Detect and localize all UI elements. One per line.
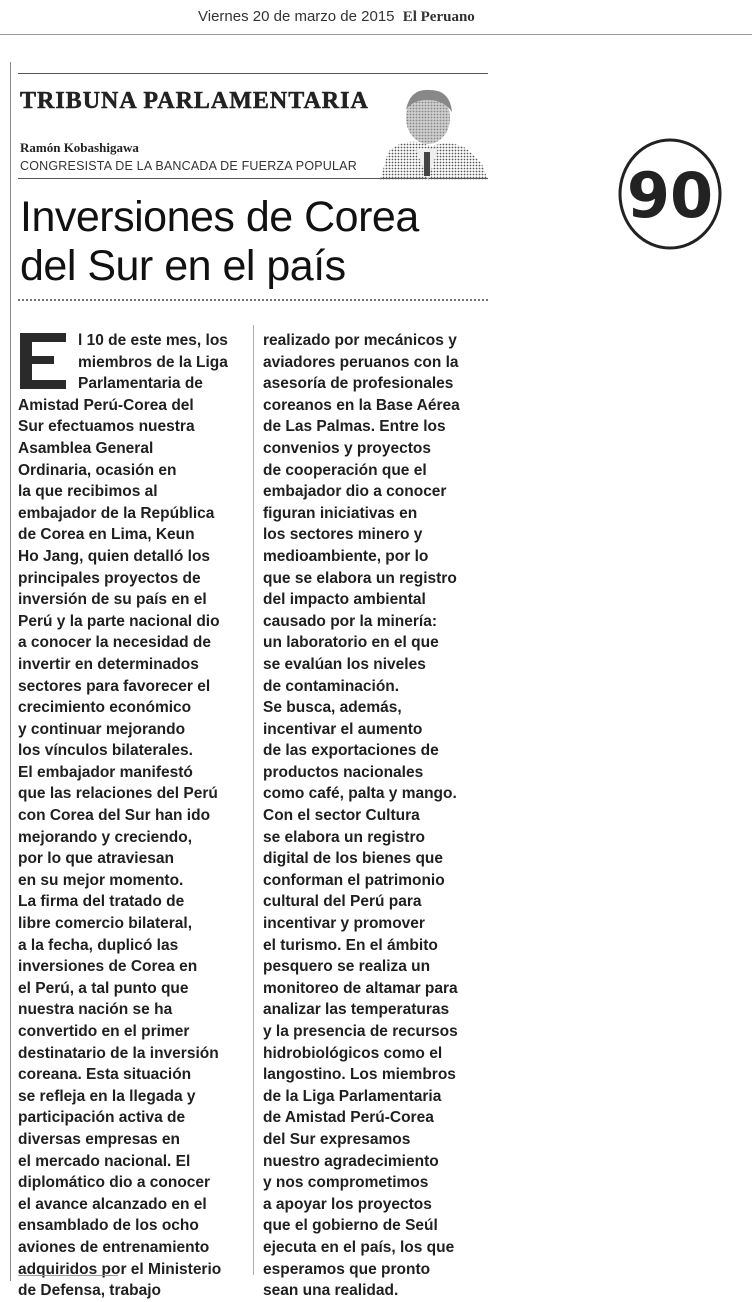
article-line: se elabora un registro: [263, 828, 425, 846]
top-rule: [0, 34, 752, 35]
dateline-date: Viernes 20 de marzo de 2015: [198, 8, 395, 25]
article-line: a la fecha, duplicó las: [18, 936, 179, 954]
article-line: convertido en el primer: [18, 1023, 190, 1040]
article-line: Parlamentaria de: [78, 375, 203, 393]
article-line: la que recibimos al: [18, 483, 158, 501]
article-line: por lo que atraviesan: [18, 850, 174, 868]
article-line: medioambiente, por lo: [263, 547, 429, 565]
article-line: con Corea del Sur han ido: [18, 807, 211, 825]
article-line: nuestro agradecimiento: [263, 1152, 439, 1170]
article-line: como café, palta y mango.: [263, 785, 457, 803]
article-line: coreana. Esta situación: [18, 1066, 192, 1084]
article-column-right: [263, 330, 489, 1302]
article-line: embajador de la República: [18, 504, 215, 522]
article-line: del impacto ambiental: [263, 591, 426, 609]
article-line: el turismo. En el ámbito: [263, 936, 438, 954]
article-line: que el gobierno de Seúl: [263, 1217, 438, 1235]
article-line: participación activa de: [18, 1109, 186, 1127]
article-line: diversas empresas en: [18, 1130, 180, 1148]
article-line: inversiones de Corea en: [18, 958, 198, 976]
author-portrait: [370, 80, 490, 180]
article-line: de las exportaciones de: [263, 742, 439, 760]
article-line: invertir en determinados: [18, 655, 199, 673]
article-line: adquiridos por el Ministerio: [18, 1260, 222, 1278]
page-number-text: 90: [626, 159, 714, 232]
article-line: ensamblado de los ocho: [18, 1217, 199, 1235]
article-line: a conocer la necesidad de: [18, 634, 211, 652]
handwritten-page-number: [615, 135, 725, 253]
article-line: crecimiento económico: [18, 699, 192, 717]
article-line: Con el sector Cultura: [263, 807, 420, 825]
author-role: CONGRESISTA DE LA BANCADA DE FUERZA POPULAR: [20, 159, 357, 173]
article-line: los vínculos bilaterales.: [18, 742, 193, 760]
article-line: Se busca, además,: [263, 699, 402, 717]
headline-line-1: Inversiones de Corea: [20, 193, 419, 241]
article-line: analizar las temperaturas: [263, 1001, 450, 1019]
header-rule: [18, 73, 488, 74]
article-line: La firma del tratado de: [18, 893, 185, 911]
author-name: Ramón Kobashigawa: [20, 140, 139, 155]
article-line: monitoreo de altamar para: [263, 979, 458, 997]
article-line: langostino. Los miembros: [263, 1066, 456, 1084]
article-line: incentivar el aumento: [263, 720, 423, 738]
article-line: y continuar mejorando: [18, 720, 186, 738]
article-line: realizado por mecánicos y: [263, 332, 457, 349]
article-line: de Defensa, trabajo: [18, 1282, 161, 1300]
article-line: los sectores minero y: [263, 526, 423, 544]
bottom-rule: [18, 1275, 118, 1276]
article-line: Ordinaria, ocasión en: [18, 461, 177, 479]
article-line: un laboratorio en el que: [263, 634, 439, 652]
article-line: l 10 de este mes, los: [78, 332, 228, 349]
article-line: ejecuta en el país, los que: [263, 1238, 455, 1256]
article-line: conforman el patrimonio: [263, 871, 445, 889]
article-line: se refleja en la llegada y: [18, 1087, 196, 1105]
article-line: principales proyectos de: [18, 569, 201, 587]
article-line: el avance alcanzado en el: [18, 1195, 207, 1213]
article-line: se evalúan los niveles: [263, 655, 426, 673]
article-line: el mercado nacional. El: [18, 1152, 191, 1170]
article-line: esperamos que pronto: [263, 1260, 431, 1278]
article-line: mejorando y creciendo,: [18, 828, 192, 846]
article-line: pesquero se realiza un: [263, 958, 431, 976]
section-title: TRIBUNA PARLAMENTARIA: [20, 88, 369, 114]
article-line: en su mejor momento.: [18, 871, 184, 889]
article-column-left: [18, 330, 252, 1302]
article-line: miembros de la Liga: [78, 353, 228, 371]
article-line: de Amistad Perú-Corea: [263, 1109, 434, 1127]
article-line: inversión de su país en el: [18, 591, 207, 609]
article-line: causado por la minería:: [263, 612, 437, 630]
article-line: incentivar y promover: [263, 915, 425, 933]
article-line: que las relaciones del Perú: [18, 785, 218, 803]
article-line: embajador dio a conocer: [263, 483, 447, 501]
article-line: digital de los bienes que: [263, 850, 444, 868]
article-line: del Sur expresamos: [263, 1130, 411, 1148]
article-line: de cooperación que el: [263, 461, 427, 479]
headline: [20, 193, 480, 291]
dateline: [198, 8, 490, 26]
article-line: sectores para favorecer el: [18, 677, 211, 695]
article-line: a apoyar los proyectos: [263, 1195, 432, 1213]
article-line: nuestra nación se ha: [18, 1001, 173, 1019]
article-line: de contaminación.: [263, 677, 400, 695]
article-line: coreanos en la Base Aérea: [263, 396, 460, 414]
article-line: hidrobiológicos como el: [263, 1044, 443, 1062]
article-line: cultural del Perú para: [263, 893, 422, 911]
article-line: de la Liga Parlamentaria: [263, 1087, 442, 1105]
headline-line-2: del Sur en el país: [20, 242, 346, 290]
article-line: aviones de entrenamiento: [18, 1238, 210, 1256]
article-line: y la presencia de recursos: [263, 1023, 458, 1040]
article-line: sean una realidad.: [263, 1282, 399, 1300]
article-line: Perú y la parte nacional dio: [18, 612, 220, 630]
article-line: figuran iniciativas en: [263, 504, 418, 522]
article-line: Amistad Perú-Corea del: [18, 396, 194, 414]
article-line: y nos comprometimos: [263, 1174, 429, 1192]
headline-dotted-rule: [18, 299, 488, 301]
article-line: que se elabora un registro: [263, 569, 457, 587]
article-line: convenios y proyectos: [263, 439, 431, 457]
dateline-paper-name: El Peruano: [402, 9, 475, 25]
article-line: destinatario de la inversión: [18, 1044, 219, 1062]
article-line: asesoría de profesionales: [263, 375, 454, 393]
article-line: diplomático dio a conocer: [18, 1174, 211, 1192]
article-line: Ho Jang, quien detalló los: [18, 547, 211, 565]
article-line: de Las Palmas. Entre los: [263, 418, 446, 436]
article-line: de Corea en Lima, Keun: [18, 526, 195, 544]
article-line: El embajador manifestó: [18, 763, 193, 781]
article-line: Sur efectuamos nuestra: [18, 418, 195, 436]
column-divider: [253, 325, 254, 1275]
article-line: aviadores peruanos con la: [263, 353, 459, 371]
article-line: Asamblea General: [18, 439, 154, 457]
article-line: libre comercio bilateral,: [18, 915, 193, 933]
article-line: productos nacionales: [263, 763, 424, 781]
side-rule: [10, 62, 11, 1281]
article-line: el Perú, a tal punto que: [18, 979, 189, 997]
